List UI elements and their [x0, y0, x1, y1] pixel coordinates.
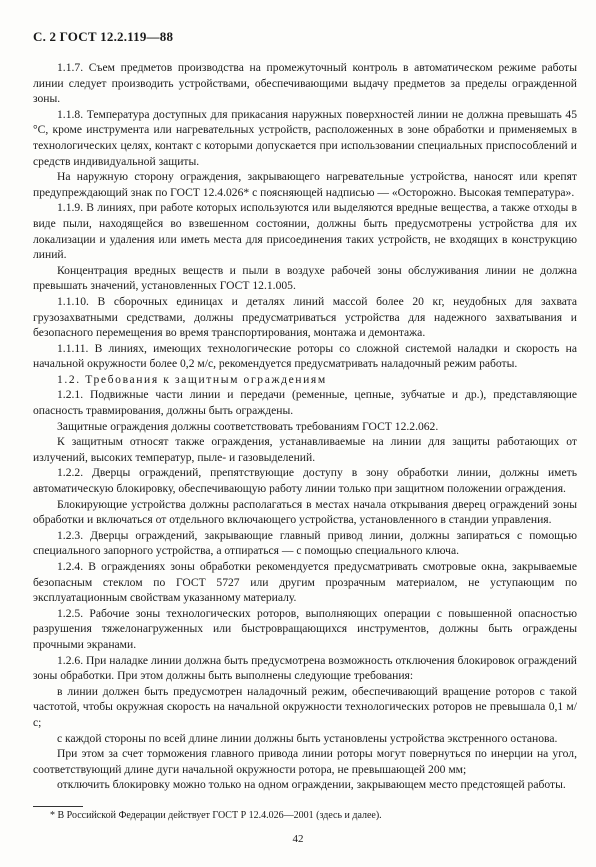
paragraph: 1.1.10. В сборочных единицах и деталях линий массой более 20 кг, неудобных для захвата грузозахватными средствами, должны предусматриваться устройства для надежного захватывания и безопасного перемещения во время транспортирования, монтажа и демонтажа.: [33, 294, 577, 340]
paragraph: 1.1.8. Температура доступных для прикасания наружных поверхностей линии не должна превышать 45 °С, кроме инструмента или нагревательных устройств, расположенных в зоне обработки и применяемых в технологических целях, контакт с которыми допускается при использовании специальных приспособлений и средств индивидуальной защиты.: [33, 107, 577, 168]
paragraph: 1.2.5. Рабочие зоны технологических роторов, выполняющих операции с повышенной опасностью разрушения тяжелонагруженных или быстровращающихся инструментов, должны быть ограждены прочными экранами.: [33, 606, 577, 651]
paragraph: К защитным относят также ограждения, устанавливаемые на линии для защиты работающих от излучений, высоких температур, пыле- и газовыделений.: [33, 435, 577, 464]
document-body: [33, 60, 577, 793]
paragraph: 1.2.6. При наладке линии должна быть предусмотрена возможность отключения блокировок ограждений зоны обработки. При этом должны быть выполнены следующие требования:: [33, 653, 577, 683]
paragraph: 1.2.4. В ограждениях зоны обработки рекомендуется предусматривать смотровые окна, закрываемые безопасным стеклом по ГОСТ 5727 или другим прозрачным материалом, не уступающим по эксплуатационным свойствам указанному материалу.: [33, 560, 577, 605]
paragraph: 1.2.3. Дверцы ограждений, закрывающие главный привод линии, должны запираться с помощью специального запорного устройства, а отпираться — с помощью специального ключа.: [33, 528, 577, 558]
paragraph: 1.1.11. В линиях, имеющих технологические роторы со сложной системой наладки и скорость на начальной окружности более 0,2 м/с, рекомендуется предусматривать наладочный режим работы.: [33, 341, 577, 371]
paragraph: 1.2.2. Дверцы ограждений, препятствующие доступу в зону обработки линии, должны иметь автоматическую блокировку, обеспечивающую работу линии только при защитном положении ограждения.: [33, 466, 577, 496]
paragraph: Концентрация вредных веществ и пыли в воздухе рабочей зоны обслуживания линии не должна превышать значений, установленных ГОСТ 12.1.005.: [33, 263, 577, 293]
paragraph: 1.1.9. В линиях, при работе которых используются или выделяются вредные вещества, а также отходы в виде пыли, находящейся во взвешенном состоянии, должны быть предусмотрены устройства для их локализации и удаления или иметь места для присоединения таких устройств, не входящих в конструкцию линий.: [33, 201, 577, 262]
paragraph: 1.2.1. Подвижные части линии и передачи (ременные, цепные, зубчатые и др.), представляющие опасность травмирования, должны быть ограждены.: [33, 388, 577, 418]
paragraph: При этом за счет торможения главного привода линии роторы могут повернуться по инерции на угол, соответствующий длине дуги начальной окружности ротора, не превышающей 200 мм;: [33, 747, 577, 776]
paragraph: в линии должен быть предусмотрен наладочный режим, обеспечивающий вращение роторов с такой частотой, чтобы окружная скорость на начальной окружности технологических роторов не превышала 0,1 м/с;: [33, 684, 577, 729]
section-heading: 1.2. Требования к защитным ограждениям: [57, 372, 327, 386]
page-number: 42: [292, 833, 304, 845]
paragraph: На наружную сторону ограждения, закрывающего нагревательные устройства, наносят или крепят предупреждающий знак по ГОСТ 12.4.026* с поясняющей надписью — «Осторожно. Высокая температура».: [33, 170, 577, 199]
page-header: С. 2 ГОСТ 12.2.119—88: [33, 29, 174, 44]
footnote: * В Российской Федерации действует ГОСТ Р 12.4.026—2001 (здесь и далее).: [50, 810, 382, 821]
footnote-divider: [33, 806, 83, 807]
paragraph: отключить блокировку можно только на одном ограждении, закрывающем место предстоящей работы.: [57, 778, 566, 792]
paragraph: 1.1.7. Съем предметов производства на промежуточный контроль в автоматическом режиме работы линии следует производить устройствами, обеспечивающими выдачу предметов за пределы огражденной зоны.: [33, 61, 577, 106]
paragraph: Защитные ограждения должны соответствовать требованиям ГОСТ 12.2.062.: [57, 419, 439, 433]
paragraph: Блокирующие устройства должны располагаться в местах начала открывания дверец ограждений зоны обработки и включаться от отдельного включающего устройства, установленного в стандии управления.: [33, 497, 577, 527]
paragraph: с каждой стороны по всей длине линии должны быть установлены устройства экстренного останова.: [57, 731, 558, 745]
